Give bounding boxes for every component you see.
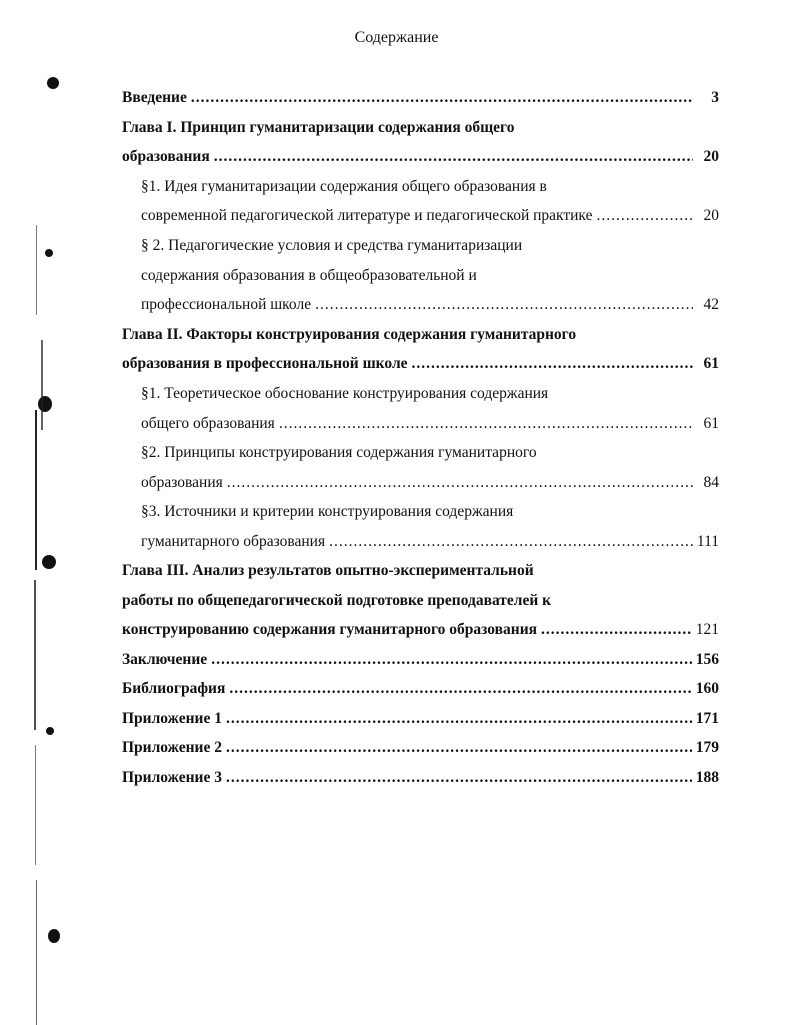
toc-page-number: 160 xyxy=(695,680,719,697)
toc-entry xyxy=(122,709,719,729)
toc-entry-text: §2. Принципы конструирования содержания гуманитарного xyxy=(141,444,537,461)
toc-dot-leader xyxy=(279,414,693,434)
toc-entry xyxy=(141,532,719,552)
binding-edge-line xyxy=(36,880,37,1025)
toc-entry xyxy=(141,266,719,286)
toc-entry-text: Глава II. Факторы конструирования содержания гуманитарного xyxy=(122,326,577,343)
toc-page-number: 61 xyxy=(703,355,719,372)
toc-entry-text: § 2. Педагогические условия и средства гуманитаризации xyxy=(141,237,523,254)
toc-entry xyxy=(141,443,719,463)
punch-hole-mark xyxy=(45,249,53,257)
toc-entry xyxy=(141,236,719,256)
toc-entry-text: Глава III. Анализ результатов опытно-экспериментальной xyxy=(122,562,534,579)
toc-entry xyxy=(122,561,719,581)
binding-edge-line xyxy=(41,340,43,430)
toc-entry-text: Приложение 1 xyxy=(122,710,222,727)
toc-dot-leader xyxy=(226,768,692,788)
toc-entry xyxy=(141,384,719,404)
toc-page-number: 171 xyxy=(695,710,719,727)
punch-hole-mark xyxy=(42,555,56,569)
toc-entry-text: Заключение xyxy=(122,651,208,668)
toc-entry xyxy=(141,473,719,493)
toc-dot-leader xyxy=(412,354,693,374)
toc-page-number: 111 xyxy=(696,533,719,550)
page-title: Содержание xyxy=(354,29,439,46)
toc-entry-text: Приложение 3 xyxy=(122,769,222,786)
toc-dot-leader xyxy=(214,147,693,167)
toc-dot-leader xyxy=(541,620,692,640)
punch-hole-mark xyxy=(48,929,60,943)
toc-page-number: 156 xyxy=(695,651,719,668)
toc-page-number: 42 xyxy=(703,296,719,313)
toc-dot-leader xyxy=(315,295,693,315)
toc-entry xyxy=(141,206,719,226)
toc-entry-text: профессиональной школе xyxy=(141,296,312,313)
toc-entry xyxy=(122,620,719,640)
toc-entry-text: содержания образования в общеобразовательной и xyxy=(141,267,477,284)
punch-hole-mark xyxy=(47,77,59,89)
binding-edge-line xyxy=(36,225,37,315)
binding-edge-line xyxy=(34,580,36,730)
toc-entry-text: Приложение 2 xyxy=(122,739,222,756)
toc-entry-text: Глава I. Принцип гуманитаризации содержания общего xyxy=(122,119,515,136)
toc-page-number: 20 xyxy=(703,207,719,224)
toc-entry xyxy=(122,738,719,758)
toc-page-number: 61 xyxy=(703,415,719,432)
toc-entry-text: §1. Теоретическое обоснование конструирования содержания xyxy=(141,385,549,402)
toc-page-number: 188 xyxy=(695,769,719,786)
toc-entry xyxy=(122,650,719,670)
toc-page-number: 121 xyxy=(695,621,719,638)
toc-dot-leader xyxy=(226,738,692,758)
toc-page-number: 3 xyxy=(711,89,719,106)
toc-entry-text: Библиография xyxy=(122,680,226,697)
toc-dot-leader xyxy=(227,473,693,493)
toc-entry xyxy=(122,679,719,699)
toc-entry xyxy=(122,88,719,108)
toc-entry xyxy=(122,354,719,374)
toc-entry-text: современной педагогической литературе и педагогической практике xyxy=(141,207,593,224)
toc-entry-text: образования в профессиональной школе xyxy=(122,355,408,372)
toc-entry xyxy=(122,118,719,138)
toc-entry xyxy=(122,325,719,345)
toc-page-number: 179 xyxy=(695,739,719,756)
toc-entry-text: общего образования xyxy=(141,415,275,432)
toc-entry-text: работы по общепедагогической подготовке преподавателей к xyxy=(122,592,552,609)
toc-dot-leader xyxy=(226,709,692,729)
toc-entry-text: §1. Идея гуманитаризации содержания общего образования в xyxy=(141,178,547,195)
toc-dot-leader xyxy=(191,88,693,108)
toc-entry xyxy=(141,295,719,315)
toc-entry xyxy=(141,502,719,522)
toc-entry xyxy=(141,414,719,434)
toc-entry-text: Введение xyxy=(122,89,187,106)
toc-dot-leader xyxy=(211,650,692,670)
toc-dot-leader xyxy=(596,206,693,226)
toc-dot-leader xyxy=(329,532,693,552)
toc-entry-text: конструированию содержания гуманитарного образования xyxy=(122,621,538,638)
toc-page-number: 84 xyxy=(703,474,719,491)
toc-entry xyxy=(141,177,719,197)
punch-hole-mark xyxy=(46,727,54,735)
toc-entry xyxy=(122,591,719,611)
toc-entry-text: образования xyxy=(122,148,210,165)
toc-entry xyxy=(122,768,719,788)
toc-entry-text: образования xyxy=(141,474,223,491)
toc-entry-text: §3. Источники и критерии конструирования содержания xyxy=(141,503,514,520)
toc-page-number: 20 xyxy=(703,148,719,165)
toc-entry-text: гуманитарного образования xyxy=(141,533,326,550)
binding-edge-line xyxy=(35,410,37,570)
toc-entry xyxy=(122,147,719,167)
toc-dot-leader xyxy=(229,679,691,699)
binding-edge-line xyxy=(35,745,36,865)
